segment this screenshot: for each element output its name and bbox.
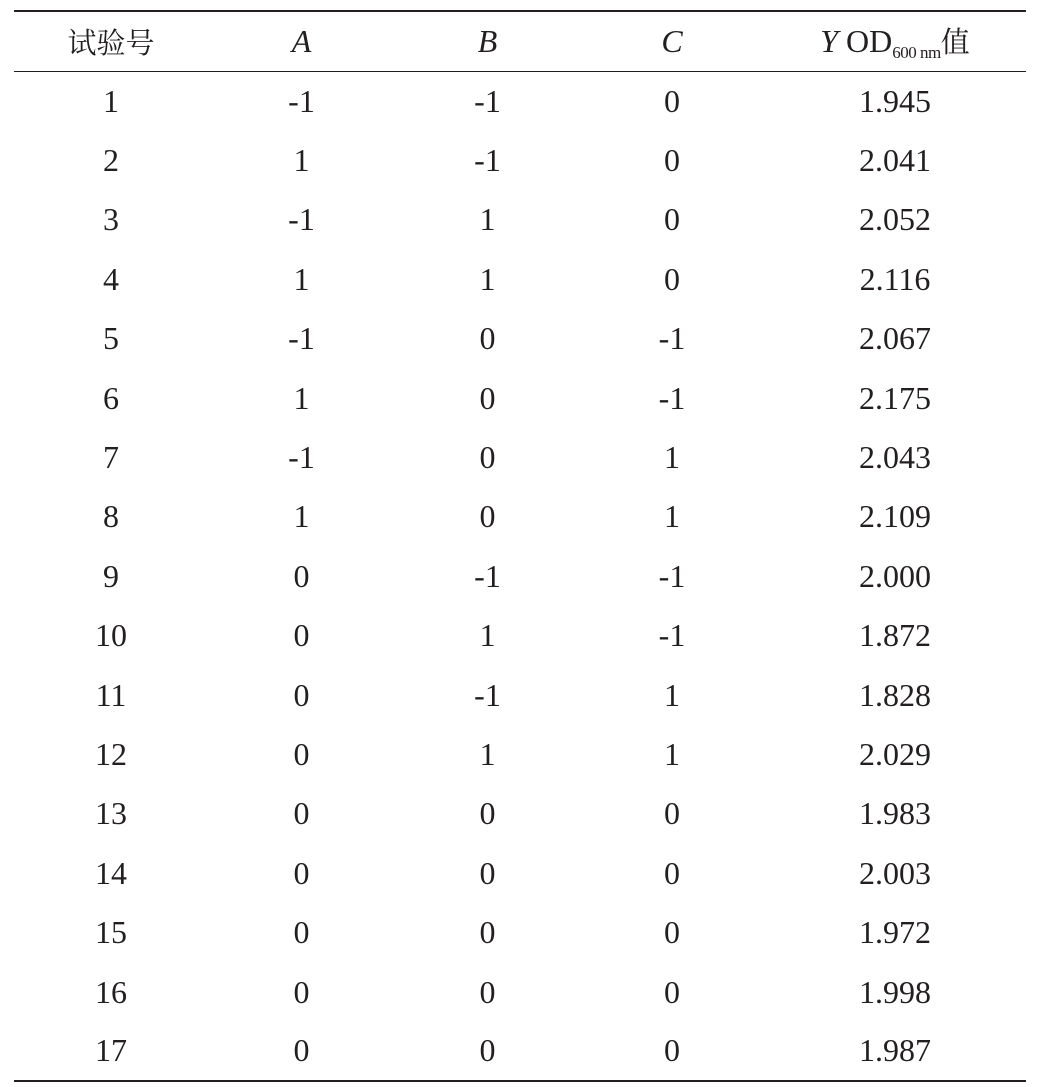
cell-factor-a: 0 xyxy=(208,1021,395,1080)
cell-response-y: 1.828 xyxy=(859,676,931,713)
header-response-y xyxy=(764,11,1026,71)
table-row xyxy=(14,665,1026,724)
cell-factor-c: -1 xyxy=(658,617,686,654)
table-row xyxy=(14,902,1026,961)
cell-factor-a: 1 xyxy=(293,379,310,416)
header-factor-c-label: C xyxy=(661,22,683,59)
table-row xyxy=(14,606,1026,665)
table-row xyxy=(14,784,1026,843)
cell-response-y: 2.067 xyxy=(859,320,931,357)
cell-response-y: 1.983 xyxy=(859,795,931,832)
table-row xyxy=(14,546,1026,605)
cell-factor-a: 1 xyxy=(293,142,310,179)
cell-trial-number: 13 xyxy=(95,795,127,832)
header-factor-b xyxy=(395,11,580,71)
header-factor-b-label: B xyxy=(477,22,498,59)
cell-factor-c: 0 xyxy=(664,82,680,119)
cell-trial-number: 14 xyxy=(95,854,127,891)
cell-factor-c: 0 xyxy=(664,201,680,238)
table-row xyxy=(14,962,1026,1021)
cell-response-y: 1.987 xyxy=(764,1021,1026,1080)
cell-factor-a: 0 xyxy=(293,735,310,772)
cell-factor-a: 0 xyxy=(293,973,310,1010)
cell-factor-c: 1 xyxy=(664,735,680,772)
table-row xyxy=(14,487,1026,546)
cell-trial-number: 9 xyxy=(103,557,119,594)
cell-response-y: 1.972 xyxy=(859,914,931,951)
table-row xyxy=(14,190,1026,249)
header-factor-a-label: A xyxy=(291,22,312,59)
cell-factor-a: 0 xyxy=(293,676,310,713)
cell-factor-b: -1 xyxy=(474,82,501,119)
cell-factor-b: 0 xyxy=(479,498,496,535)
cell-trial-number: 17 xyxy=(14,1021,208,1080)
cell-factor-a: -1 xyxy=(288,82,315,119)
table-row xyxy=(14,843,1026,902)
cell-trial-number: 7 xyxy=(103,439,119,476)
cell-trial-number: 8 xyxy=(103,498,119,535)
cell-factor-c: 1 xyxy=(664,498,680,535)
cell-response-y: 2.043 xyxy=(859,439,931,476)
cell-trial-number: 16 xyxy=(95,973,127,1010)
cell-response-y: 2.109 xyxy=(859,498,931,535)
cell-trial-number: 5 xyxy=(103,320,119,357)
cell-factor-b: 0 xyxy=(479,379,496,416)
cell-factor-b: 1 xyxy=(479,201,496,238)
cell-trial-number: 11 xyxy=(95,676,127,713)
cell-factor-a: 0 xyxy=(293,795,310,832)
results-table-container xyxy=(14,10,1026,1082)
cell-factor-c: 0 xyxy=(664,260,680,297)
header-y-od: OD xyxy=(838,22,893,59)
cell-factor-b: 0 xyxy=(395,1021,580,1080)
table-row xyxy=(14,309,1026,368)
table-row xyxy=(14,130,1026,189)
header-row xyxy=(14,11,1026,71)
cell-trial-number: 15 xyxy=(95,914,127,951)
cell-factor-a: 1 xyxy=(293,260,310,297)
cell-response-y: 2.003 xyxy=(859,854,931,891)
table-header xyxy=(14,11,1026,71)
header-factor-a xyxy=(208,11,395,71)
cell-factor-c: -1 xyxy=(658,379,686,416)
cell-factor-b: 1 xyxy=(479,617,496,654)
table-row xyxy=(14,1021,1026,1080)
cell-factor-b: -1 xyxy=(474,557,501,594)
cell-response-y: 2.052 xyxy=(859,201,931,238)
header-factor-c xyxy=(580,11,764,71)
cell-factor-b: 0 xyxy=(479,439,496,476)
cell-factor-a: -1 xyxy=(288,201,315,238)
cell-response-y: 1.998 xyxy=(859,973,931,1010)
cell-trial-number: 10 xyxy=(95,617,127,654)
cell-factor-c: 1 xyxy=(664,676,680,713)
header-trial-label: 试验号 xyxy=(67,25,155,60)
cell-response-y: 2.175 xyxy=(859,379,931,416)
header-trial-number xyxy=(14,11,208,71)
cell-factor-a: 0 xyxy=(293,617,310,654)
cell-response-y: 2.041 xyxy=(859,142,931,179)
cell-factor-a: 0 xyxy=(293,914,310,951)
table-body xyxy=(14,71,1026,1081)
cell-factor-a: -1 xyxy=(288,320,315,357)
cell-trial-number: 2 xyxy=(103,142,119,179)
cell-factor-b: 0 xyxy=(479,973,496,1010)
table-row xyxy=(14,368,1026,427)
box-behnken-results-table xyxy=(14,10,1026,1082)
cell-response-y: 1.945 xyxy=(859,82,931,119)
cell-factor-b: 0 xyxy=(479,854,496,891)
cell-factor-b: 0 xyxy=(479,795,496,832)
cell-factor-a: 1 xyxy=(293,498,310,535)
cell-factor-c: 0 xyxy=(580,1021,764,1080)
cell-factor-c: 0 xyxy=(664,795,680,832)
cell-trial-number: 1 xyxy=(103,82,119,119)
table-row xyxy=(14,427,1026,486)
header-y-value-suffix: 值 xyxy=(940,24,970,59)
header-y-wavelength: 600 nm xyxy=(892,42,941,62)
cell-factor-c: -1 xyxy=(658,320,686,357)
cell-trial-number: 12 xyxy=(95,735,127,772)
cell-factor-b: 1 xyxy=(479,260,496,297)
table-row xyxy=(14,249,1026,308)
cell-factor-b: 1 xyxy=(479,735,496,772)
table-row xyxy=(14,724,1026,783)
cell-response-y: 1.872 xyxy=(859,617,931,654)
cell-factor-c: 1 xyxy=(664,439,680,476)
cell-trial-number: 6 xyxy=(103,379,119,416)
cell-factor-c: 0 xyxy=(664,854,680,891)
cell-factor-a: -1 xyxy=(288,439,315,476)
cell-response-y: 2.029 xyxy=(859,735,931,772)
cell-factor-a: 0 xyxy=(293,557,310,594)
cell-factor-a: 0 xyxy=(293,854,310,891)
cell-factor-b: -1 xyxy=(474,142,501,179)
cell-factor-c: 0 xyxy=(664,914,680,951)
table-row xyxy=(14,71,1026,130)
cell-factor-c: -1 xyxy=(658,557,686,594)
cell-factor-b: 0 xyxy=(479,320,496,357)
cell-factor-c: 0 xyxy=(664,142,680,179)
cell-factor-c: 0 xyxy=(664,973,680,1010)
cell-response-y: 2.116 xyxy=(859,260,931,297)
cell-response-y: 2.000 xyxy=(859,557,931,594)
header-y-variable: Y xyxy=(820,22,839,59)
cell-trial-number: 4 xyxy=(103,260,119,297)
cell-trial-number: 3 xyxy=(103,201,119,238)
cell-factor-b: 0 xyxy=(479,914,496,951)
cell-factor-b: -1 xyxy=(474,676,501,713)
